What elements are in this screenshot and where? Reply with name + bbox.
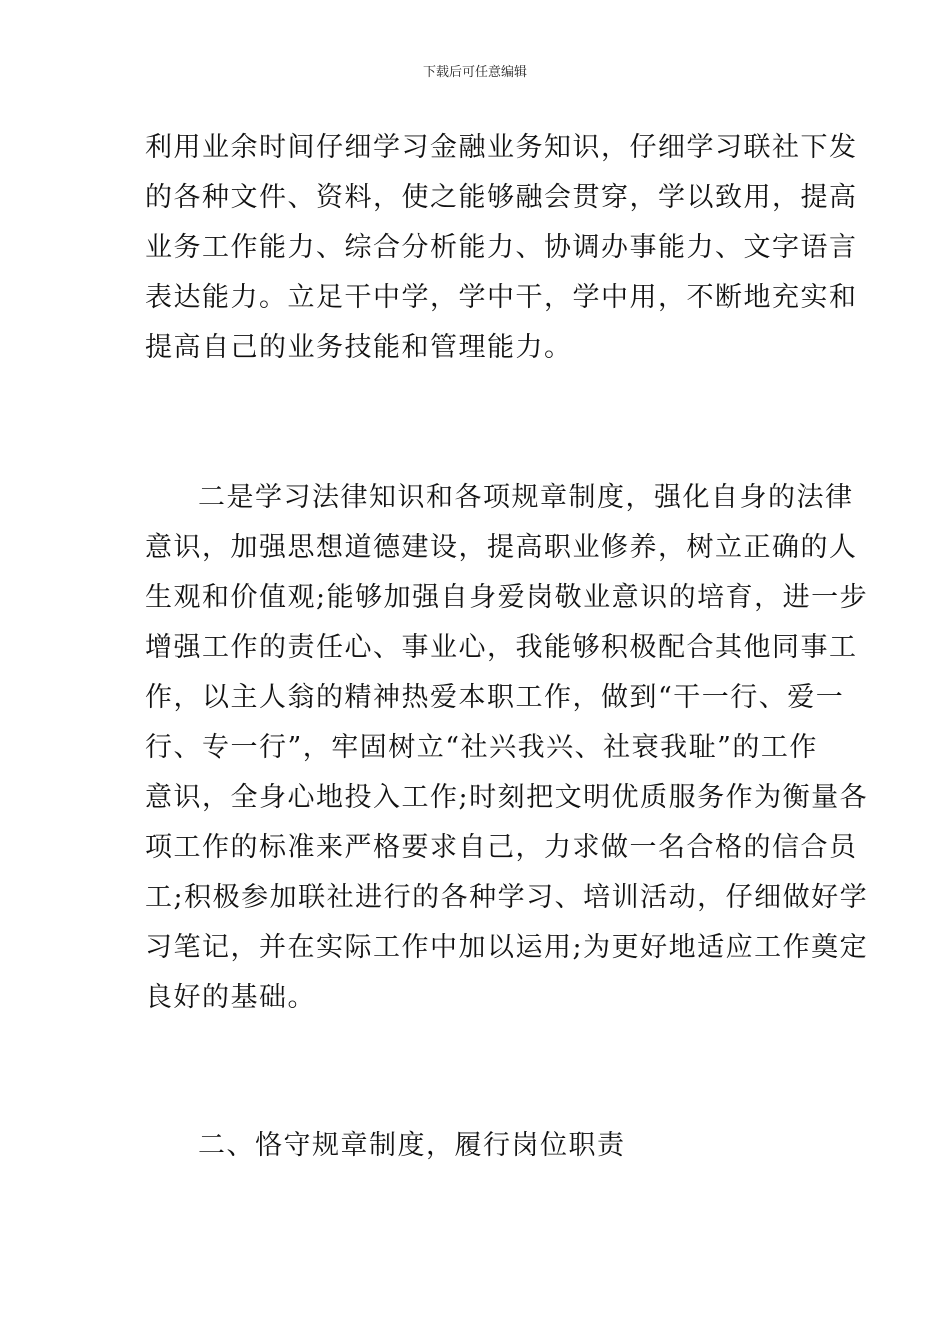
text-line: 作，以主人翁的精神热爱本职工作，做到“干一行、爱一 (145, 682, 845, 713)
text-line: 工;积极参加联社进行的各种学习、培训活动，仔细做好学 (145, 882, 869, 913)
text-line: 行、专一行”，牢固树立“社兴我兴、社衰我耻”的工作 (145, 732, 818, 763)
text-line: 二是学习法律知识和各项规章制度，强化自身的法律 (198, 482, 854, 513)
text-line: 生观和价值观;能够加强自身爱岗敬业意识的培育，进一步 (145, 582, 869, 613)
section-heading: 二、恪守规章制度，履行岗位职责 (198, 1130, 626, 1161)
text-line: 意识，全身心地投入工作;时刻把文明优质服务作为衡量各 (145, 782, 869, 813)
text-line: 业务工作能力、综合分析能力、协调办事能力、文字语言 (145, 232, 858, 263)
text-line: 习笔记，并在实际工作中加以运用;为更好地适应工作奠定 (145, 932, 869, 963)
text-line: 提高自己的业务技能和管理能力。 (145, 332, 573, 363)
text-line: 的各种文件、资料，使之能够融会贯穿，学以致用，提高 (145, 182, 858, 213)
text-line: 表达能力。立足干中学，学中干，学中用，不断地充实和 (145, 282, 858, 313)
page-header: 下载后可任意编辑 (422, 65, 527, 80)
text-line: 增强工作的责任心、事业心，我能够积极配合其他同事工 (145, 632, 858, 663)
text-line: 项工作的标准来严格要求自己，力求做一名合格的信合员 (145, 832, 858, 863)
text-line: 利用业余时间仔细学习金融业务知识，仔细学习联社下发 (145, 132, 858, 163)
text-line: 意识，加强思想道德建设，提高职业修养，树立正确的人 (145, 532, 858, 563)
text-line: 良好的基础。 (145, 982, 316, 1013)
